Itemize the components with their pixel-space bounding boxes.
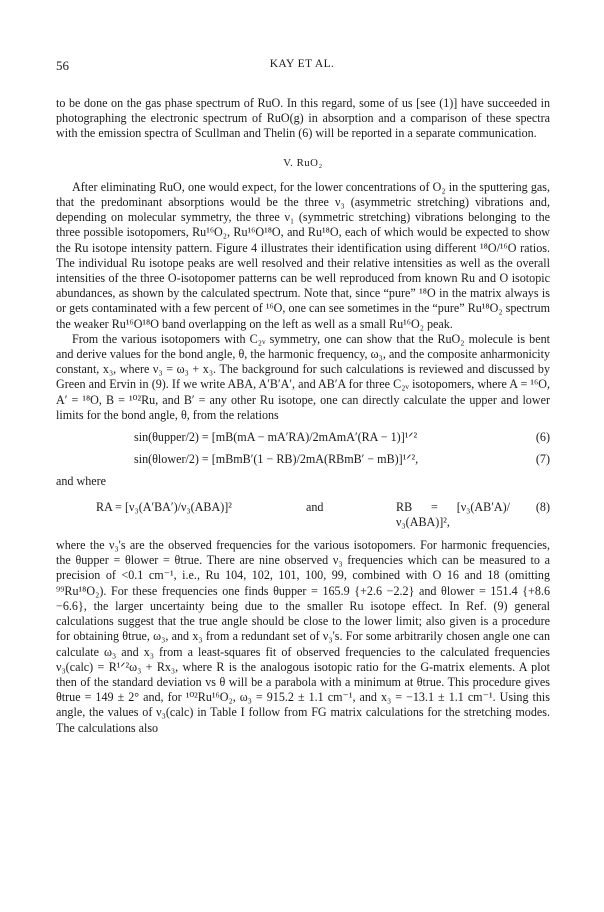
equation-7 (56, 452, 550, 467)
equation-number: (8) (535, 499, 550, 514)
paragraph: After eliminating RuO, one would expect, for the lower concentrations of O₂ in the sputtering gas, that the predominant absorptions would be the three ν₃ (asymmetric stretching) vibrations and, depending on molecular symmetry, the three ν₁ (symmetric stretching) vibrations belonging to the three possible isotopomers, Ru¹⁶O₂, Ru¹⁶O¹⁸O, and Ru¹⁸O, each of which would be expected to show the Ru isotope intensity pattern. Figure 4 illustrates their identification using different ¹⁸O/¹⁶O ratios. The individual Ru isotope peaks are well resolved and their relative intensities as well as the overall intensities of the three O-isotopomer patterns can be well reproduced from known Ru and O isotopic abundances, as shown by the calculated spectrum. Note that, since “pure” ¹⁸O in the matrix always is or gets contaminated with a few percent of ¹⁶O, one can see sometimes in the “pure” Ru¹⁸O₂ spectrum the weaker Ru¹⁶O¹⁸O band overlapping on the left as well as a small Ru¹⁶O₂ peak. (56, 179, 550, 331)
equation-8 (56, 500, 550, 530)
equation-body-left: RA = [ν₃(A′BA′)/ν₃(ABA)]² (96, 499, 232, 514)
page-number: 56 (56, 58, 69, 73)
equation-number: (6) (535, 430, 550, 445)
section-heading: V. RuO₂ (283, 156, 323, 169)
equation-conjunction: and (306, 499, 324, 514)
paragraph: where the ν₃'s are the observed frequencies for the various isotopomers. For harmonic frequencies, the θupper = θlower = θtrue. There are nine observed ν₃ frequencies which can be measured to a precision of <0.1 cm⁻¹, i.e., Ru 104, 102, 101, 100, 99, combined with O 16 and 18 (omitting ⁹⁹Ru¹⁸O₂). For these frequencies one finds θupper = 165.9 {+2.6 −2.2} and θlower = 151.4 {+8.6 −6.6}, the larger uncertainty being due to the smaller Ru isotope effect. In Ref. (9) general calculations suggest that the true angle should be close to the lower limit; also given is a procedure for obtaining θtrue, ω₃, and x₃ from a redundant set of ν₃'s. For some arbitrarily chosen angle one can calculate ω₃ and x₃ from a least-squares fit of observed frequencies to the calculated frequencies ν₃(calc) = R¹ᐟ²ω₃ + Rx₃, where R is the analogous isotopic ratio for the G-matrix elements. A plot then of the standard deviation vs θ will be a parabola with a minimum at θtrue. This procedure gives θtrue = 149 ± 2° and, for ¹⁰²Ru¹⁶O₂, ω₃ = 915.2 ± 1.1 cm⁻¹, and x₃ = −13.1 ± 1.1 cm⁻¹. Using this angle, the values of ν₃(calc) in Table I follow from FG matrix calculations for the stretching modes. The calculations also (56, 538, 550, 735)
paragraph: From the various isotopomers with C₂ᵥ symmetry, one can show that the RuO₂ molecule is bent and derive values for the bond angle, θ, the harmonic frequency, ω₃, and the composite anharmonicity constant, x₃, where ν₃ = ω₃ + x₃. The background for such calculations is reviewed and discussed by Green and Ervin in (9). If we write ABA, A′B′A′, and AB′A for three C₂ᵥ isotopomers, where A = ¹⁶O, A′ = ¹⁸O, B = ¹⁰²Ru, and B′ = any other Ru isotope, one can directly calculate the upper and lower limits for the bond angle, θ, from the relations (56, 331, 550, 422)
equation-number: (7) (535, 452, 550, 467)
running-head: KAY ET AL. (269, 58, 335, 70)
equation-body: sin(θlower/2) = [mBmB′(1 − RB)/2mA(RBmB′ − mB)]¹ᐟ², (134, 452, 419, 467)
equation-body: sin(θupper/2) = [mB(mA − mA′RA)/2mAmA′(RA − 1)]¹ᐟ² (134, 430, 418, 445)
paragraph-connector: and where (56, 474, 107, 489)
page-header (56, 58, 548, 74)
equation-6 (56, 430, 550, 445)
equation-body-right: RB = [ν₃(AB′A)/ν₃(ABA)]², (396, 499, 510, 529)
paragraph: to be done on the gas phase spectrum of RuO. In this regard, some of us [see (1)] have succeeded in photographing the electronic spectrum of RuO(g) in absorption and a comparison of these spectra with the emission spectra of Scullman and Thelin (6) will be reported in a separate communication. (56, 96, 550, 141)
article-body (56, 96, 550, 736)
